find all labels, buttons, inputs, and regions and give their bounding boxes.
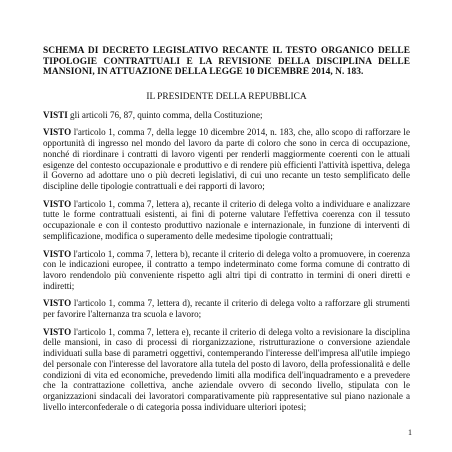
paragraph-lead: VISTO	[43, 198, 72, 209]
paragraph-text: l'articolo 1, comma 7, lettera e), recante il criterio di delega volto a revisionare la disciplina delle mansioni, in caso di processi di riorganizzazione, ristrutturazione o conversione aziendale individuati sulla base di parametri oggettivi, contemperando l'interesse dell'impresa all'utile impiego del personale con l'interesse del lavoratore alla tutela del posto di lavoro, della professionalità e delle condizioni di vita ed economiche, prevedendo limiti alla modifica dell'inquadramento e a prevedere che la contrattazione collettiva, anche aziendale ovvero di secondo livello, stipulata con le organizzazioni sindacali dei lavoratori comparativamente più rappresentative sul piano nazionale a livello interconfederale o di categoria possa individuare ulteriori ipotesi;	[43, 326, 410, 412]
paragraph-text: l'articolo 1, comma 7, lettera b), recante il criterio di delega volto a promuovere, in coerenza con le indicazioni europee, il contratto a tempo indeterminato come forma comune di contratto di lavoro rendendolo più conveniente rispetto agli altri tipi di contratto in termini di oneri diretti e indiretti;	[43, 248, 410, 291]
paragraph-visto-lettera-d	[43, 298, 410, 319]
paragraph-text: gli articoli 76, 87, quinto comma, della Costituzione;	[67, 109, 263, 120]
paragraph-visto-lettera-e	[43, 327, 410, 413]
paragraph-text: l'articolo 1, comma 7, lettera a), recante il criterio di delega volto a individuare e analizzare tutte le forme contrattuali esistenti, ai fini di poterne valutare l'effettiva coerenza con il tessuto occupazionale e con il contesto produttivo nazionale e internazionale, in funzione di interventi di semplificazione, modifica o superamento delle medesime tipologie contrattuali;	[43, 198, 410, 241]
paragraph-lead: VISTO	[43, 326, 72, 337]
paragraph-text: l'articolo 1, comma 7, lettera d), recante il criterio di delega volto a rafforzare gli strumenti per favorire l'alternanza tra scuola e lavoro;	[43, 298, 410, 320]
paragraph-text: l'articolo 1, comma 7, della legge 10 dicembre 2014, n. 183, che, allo scopo di rafforzare le opportunità di ingresso nel mondo del lavoro da parte di coloro che sono in cerca di occupazione, nonché di riordinare i contratti di lavoro vigenti per renderli maggiormente coerenti con le attuali esigenze del contesto occupazionale e produttivo e di rendere più efficienti l'attività ispettiva, delega il Governo ad adottare uno o più decreti legislativi, di cui uno recante un testo semplificato delle discipline delle tipologie contrattuali e dei rapporti di lavoro;	[43, 127, 410, 191]
paragraph-lead: VISTO	[43, 248, 72, 259]
paragraph-lead: VISTO	[43, 298, 72, 309]
page-number: 1	[408, 428, 412, 437]
paragraph-visto-lettera-b	[43, 249, 410, 292]
paragraph-visto-lettera-a	[43, 199, 410, 242]
document-title: SCHEMA DI DECRETO LEGISLATIVO RECANTE IL TESTO ORGANICO DELLE TIPOLOGIE CONTRATTUALI E LA REVISIONE DELLA DISCIPLINA DELLE MANSIONI, IN ATTUAZIONE DELLA LEGGE 10 DICEMBRE 2014, N. 183.	[43, 46, 410, 78]
paragraph-lead: VISTI	[43, 109, 68, 120]
paragraph-lead: VISTO	[43, 127, 72, 138]
document-heading: IL PRESIDENTE DELLA REPUBBLICA	[146, 91, 307, 102]
paragraph-visti-costituzione	[43, 110, 410, 121]
paragraph-visto-comma-7	[43, 127, 410, 191]
